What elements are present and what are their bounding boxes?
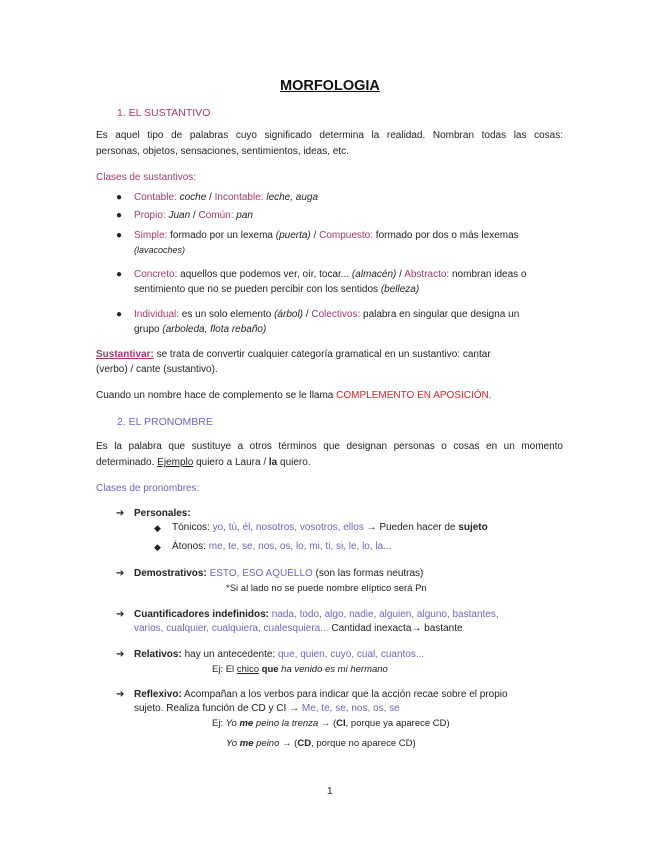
page-title: MORFOLOGIA bbox=[280, 78, 380, 94]
bullet-dot-icon: ● bbox=[116, 269, 123, 280]
cuantificadores-line-1: Cuantificadores indefinidos: nada, todo, algo, nadie, alguien, alguno, bastantes, bbox=[134, 609, 499, 620]
class-concreto: Concreto: aquellos que podemos ver, oír, tocar... (almacén) / Abstracto: nombran ideas o bbox=[134, 269, 527, 280]
arrow-right-icon: ➔ bbox=[116, 689, 125, 700]
class-propio: Propio: Juan / Común: pan bbox=[134, 210, 253, 221]
personales-atonos: Átonos: me, te, se, nos, os, lo, mi, ti, si, le, lo, la... bbox=[172, 541, 392, 552]
reflexivo-example-1: Ej: Yo me peino la trenza → (CI, porque ya aparece CD) bbox=[212, 718, 450, 729]
sustantivo-definition-line-1: Es aquel tipo de palabras cuyo significado determina la realidad. Nombran todas las cosas: bbox=[96, 130, 563, 141]
page-number: 1 bbox=[327, 786, 333, 797]
demostrativos-note: *Si al lado no se puede nombre elíptico será Pn bbox=[226, 583, 427, 594]
reflexivo-example-2: Yo me peino → (CD, porque no aparece CD) bbox=[226, 738, 416, 749]
sustantivar-line-1: Sustantivar: se trata de convertir cualquier categoría gramatical en un sustantivo: cantar bbox=[96, 349, 491, 360]
arrow-right-icon: ➔ bbox=[116, 649, 125, 660]
personales-label: Personales: bbox=[134, 508, 191, 519]
arrow-right-icon: ➔ bbox=[116, 508, 125, 519]
relativos-example: Ej: El chico que ha venido es mi hermano bbox=[212, 664, 388, 675]
cuantificadores-line-2: varios, cualquier, cualquiera, cualesquiera... Cantidad inexacta→ bastante bbox=[134, 623, 463, 634]
bullet-dot-icon: ● bbox=[116, 210, 123, 221]
class-individual-line-2: grupo (arboleda, flota rebaño) bbox=[134, 324, 267, 335]
demostrativos-line: Demostrativos: ESTO, ESO AQUELLO (son las formas neutras) bbox=[134, 568, 424, 579]
diamond-bullet-icon: ◆ bbox=[154, 542, 161, 552]
pronombre-classes-heading: Clases de pronombres: bbox=[96, 483, 200, 494]
sustantivo-classes-heading: Clases de sustantivos: bbox=[96, 172, 197, 183]
arrow-right-icon: ➔ bbox=[116, 568, 125, 579]
section-heading-pronombre: 2. EL PRONOMBRE bbox=[117, 416, 213, 428]
sustantivo-definition-line-2: personas, objetos, sensaciones, sentimientos, ideas, etc. bbox=[96, 146, 349, 157]
aposicion-line: Cuando un nombre hace de complemento se le llama COMPLEMENTO EN APOSICIÓN. bbox=[96, 390, 492, 401]
class-simple: Simple: formado por un lexema (puerta) / Compuesto: formado por dos o más lexemas bbox=[134, 230, 519, 241]
bullet-dot-icon: ● bbox=[116, 309, 123, 320]
section-heading-sustantivo: 1. EL SUSTANTIVO bbox=[117, 107, 211, 119]
class-contable: Contable: coche / Incontable: leche, auga bbox=[134, 192, 319, 203]
pronombre-definition-line-2: determinado. Ejemplo quiero a Laura / la quiero. bbox=[96, 457, 311, 468]
pronombre-definition-line-1: Es la palabra que sustituye a otros términos que designan personas o cosas en un momento bbox=[96, 441, 563, 452]
bullet-dot-icon: ● bbox=[116, 230, 123, 241]
relativos-line: Relativos: hay un antecedente: que, quien, cuyo, cual, cuantos... bbox=[134, 649, 425, 660]
reflexivo-line-1: Reflexivo: Acompañan a los verbos para indicar que la acción recae sobre el propio bbox=[134, 689, 508, 700]
reflexivo-line-2: sujeto. Realiza función de CD y CI → Me, te, se, nos, os, se bbox=[134, 703, 400, 714]
diamond-bullet-icon: ◆ bbox=[154, 523, 161, 533]
personales-tonicos: Tónicos: yo, tú, él, nosotros, vosotros, ellos → Pueden hacer de sujeto bbox=[172, 522, 488, 533]
arrow-right-icon: ➔ bbox=[116, 609, 125, 620]
class-individual: Individual: es un solo elemento (árbol) / Colectivos: palabra en singular que designa un bbox=[134, 309, 520, 320]
sustantivar-line-2: (verbo) / cante (sustantivo). bbox=[96, 364, 218, 375]
class-concreto-line-2: sentimiento que no se pueden percibir con los sentidos (belleza) bbox=[134, 284, 420, 295]
class-simple-example: (lavacoches) bbox=[134, 245, 186, 255]
bullet-dot-icon: ● bbox=[116, 192, 123, 203]
